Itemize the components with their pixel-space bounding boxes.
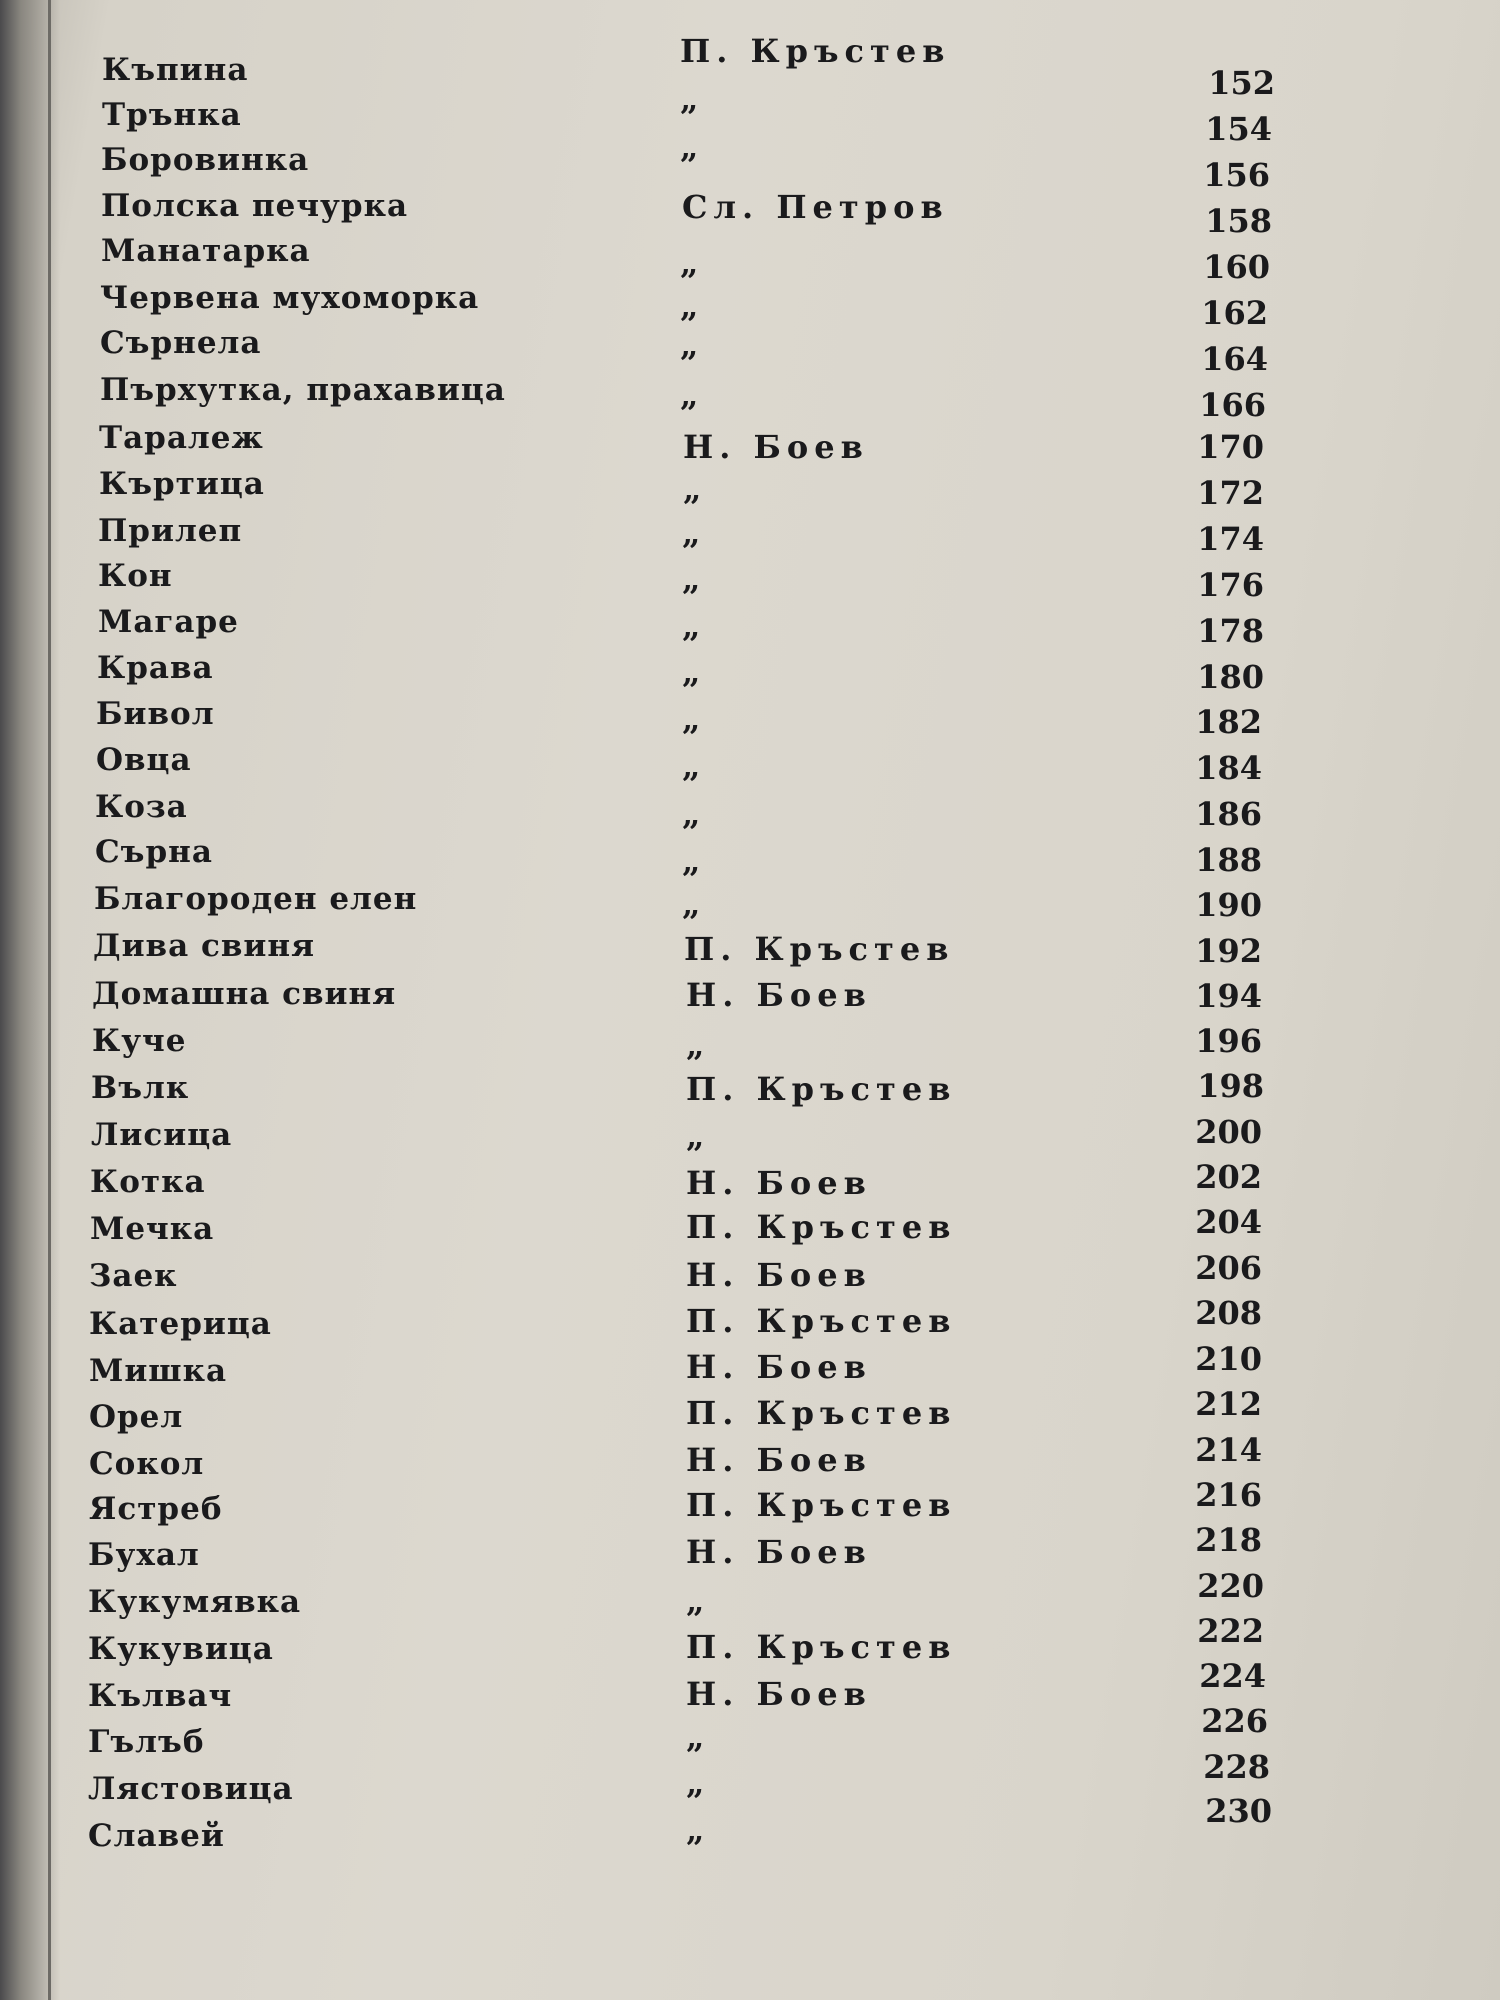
- entry-author: П. Кръстев: [686, 1208, 957, 1246]
- entry-title: Лястовица: [88, 1771, 294, 1807]
- entry-page-number: 170: [1197, 428, 1264, 466]
- entry-author: „: [682, 795, 707, 833]
- entry-page-number: 164: [1201, 340, 1268, 378]
- entry-title: Ястреб: [89, 1491, 223, 1527]
- entry-page-number: 202: [1195, 1158, 1262, 1196]
- entry-title: Магаре: [98, 604, 239, 640]
- entry-author: „: [686, 1718, 711, 1756]
- entry-title: Полска печурка: [101, 188, 409, 224]
- entry-title: Манатарка: [101, 233, 311, 269]
- entry-title: Крава: [97, 650, 214, 686]
- entry-title: Благороден елен: [94, 881, 418, 917]
- entry-title: Прилеп: [98, 513, 243, 549]
- entry-title: Лисица: [91, 1117, 233, 1153]
- entry-page-number: 160: [1203, 248, 1270, 286]
- entry-page-number: 212: [1195, 1385, 1262, 1423]
- entry-page-number: 154: [1205, 110, 1272, 148]
- entry-title: Бухал: [88, 1537, 200, 1573]
- entry-page-number: 176: [1197, 566, 1264, 604]
- entry-title: Боровинка: [101, 142, 310, 178]
- entry-author: „: [683, 470, 708, 508]
- entry-title: Коза: [95, 789, 188, 825]
- entry-page-number: 204: [1195, 1203, 1262, 1241]
- entry-page-number: 208: [1195, 1294, 1262, 1332]
- entry-title: Къртица: [99, 466, 265, 502]
- entry-title: Къпина: [102, 52, 249, 88]
- entry-title: Сърнела: [100, 325, 262, 361]
- entry-title: Гълъб: [88, 1724, 205, 1760]
- entry-author: „: [682, 560, 707, 598]
- entry-title: Мечка: [90, 1211, 215, 1247]
- entry-author: „: [680, 80, 705, 118]
- entry-page-number: 174: [1197, 520, 1264, 558]
- entry-page-number: 178: [1197, 612, 1264, 650]
- entry-author: „: [686, 1026, 711, 1064]
- entry-title: Червена мухоморка: [100, 280, 480, 316]
- entry-author: П. Кръстев: [686, 1628, 957, 1666]
- entry-page-number: 152: [1208, 64, 1275, 102]
- entry-page-number: 158: [1205, 202, 1272, 240]
- entry-page-number: 184: [1195, 749, 1262, 787]
- entry-page-number: 224: [1199, 1657, 1266, 1695]
- entry-title: Вълк: [91, 1070, 190, 1106]
- entry-title: Заек: [89, 1258, 178, 1294]
- entry-title: Кон: [98, 558, 173, 594]
- entry-title: Кукумявка: [88, 1584, 302, 1620]
- entry-author: Н. Боев: [686, 976, 872, 1014]
- entry-page-number: 214: [1195, 1431, 1262, 1469]
- entry-title: Славей: [88, 1818, 225, 1854]
- entry-page-number: 162: [1201, 294, 1268, 332]
- entry-author: „: [682, 653, 707, 691]
- entry-page-number: 180: [1197, 658, 1264, 696]
- entry-author: „: [680, 128, 705, 166]
- entry-title: Домашна свиня: [92, 976, 397, 1012]
- entry-author: „: [680, 376, 705, 414]
- entry-author: „: [686, 1117, 711, 1155]
- entry-author: П. Кръстев: [680, 32, 951, 70]
- entry-title: Овца: [96, 742, 192, 778]
- entry-page-number: 156: [1203, 156, 1270, 194]
- entry-page-number: 188: [1195, 841, 1262, 879]
- entry-page-number: 222: [1197, 1612, 1264, 1650]
- entry-author: „: [680, 244, 705, 282]
- entry-page-number: 186: [1195, 795, 1262, 833]
- entry-author: Н. Боев: [686, 1164, 872, 1202]
- entry-title: Сокол: [89, 1446, 205, 1482]
- entry-title: Котка: [90, 1164, 206, 1200]
- entry-title: Куче: [92, 1023, 187, 1059]
- entry-author: „: [680, 287, 705, 325]
- entry-author: П. Кръстев: [686, 1486, 957, 1524]
- entry-page-number: 190: [1195, 886, 1262, 924]
- entry-author: „: [682, 885, 707, 923]
- entry-page-number: 172: [1197, 474, 1264, 512]
- entry-author: Н. Боев: [683, 428, 869, 466]
- entry-title: Орел: [89, 1399, 184, 1435]
- entry-author: „: [682, 514, 707, 552]
- entry-page-number: 166: [1199, 386, 1266, 424]
- entry-author: „: [686, 1811, 711, 1849]
- entry-author: П. Кръстев: [686, 1302, 957, 1340]
- entry-author: П. Кръстев: [684, 930, 955, 968]
- entry-author: П. Кръстев: [686, 1070, 957, 1108]
- entry-author: „: [682, 607, 707, 645]
- entry-page-number: 210: [1195, 1340, 1262, 1378]
- entry-author: „: [682, 842, 707, 880]
- entry-title: Мишка: [89, 1353, 228, 1389]
- entry-author: Н. Боев: [686, 1348, 872, 1386]
- entry-page-number: 228: [1203, 1748, 1270, 1786]
- entry-page-number: 198: [1197, 1067, 1264, 1105]
- entry-title: Таралеж: [99, 420, 264, 456]
- entry-title: Дива свиня: [93, 928, 315, 964]
- entry-page-number: 192: [1195, 932, 1262, 970]
- entry-author: Н. Боев: [686, 1441, 872, 1479]
- entry-author: „: [686, 1582, 711, 1620]
- entry-title: Пърхутка, прахавица: [100, 372, 506, 408]
- entry-title: Бивол: [96, 696, 215, 732]
- entry-title: Трънка: [102, 97, 242, 133]
- entry-page-number: 216: [1195, 1476, 1262, 1514]
- entry-page-number: 226: [1201, 1702, 1268, 1740]
- entry-author: „: [682, 747, 707, 785]
- entry-author: Н. Боев: [686, 1675, 872, 1713]
- entry-title: Сърна: [95, 834, 213, 870]
- entry-author: Н. Боев: [686, 1533, 872, 1571]
- entry-page-number: 196: [1195, 1022, 1262, 1060]
- entry-page-number: 194: [1195, 977, 1262, 1015]
- entry-author: „: [682, 700, 707, 738]
- entry-author: „: [686, 1764, 711, 1802]
- entry-author: „: [680, 326, 705, 364]
- entry-page-number: 206: [1195, 1249, 1262, 1287]
- entry-page-number: 230: [1205, 1792, 1272, 1830]
- entry-author: Сл. Петров: [682, 188, 949, 226]
- entry-page-number: 200: [1195, 1113, 1262, 1151]
- entry-page-number: 220: [1197, 1567, 1264, 1605]
- entry-author: Н. Боев: [686, 1256, 872, 1294]
- entry-title: Кукувица: [88, 1631, 274, 1667]
- entry-title: Катерица: [89, 1306, 272, 1342]
- entry-page-number: 218: [1195, 1521, 1262, 1559]
- entry-page-number: 182: [1195, 703, 1262, 741]
- entry-title: Кълвач: [88, 1678, 233, 1714]
- entry-author: П. Кръстев: [686, 1394, 957, 1432]
